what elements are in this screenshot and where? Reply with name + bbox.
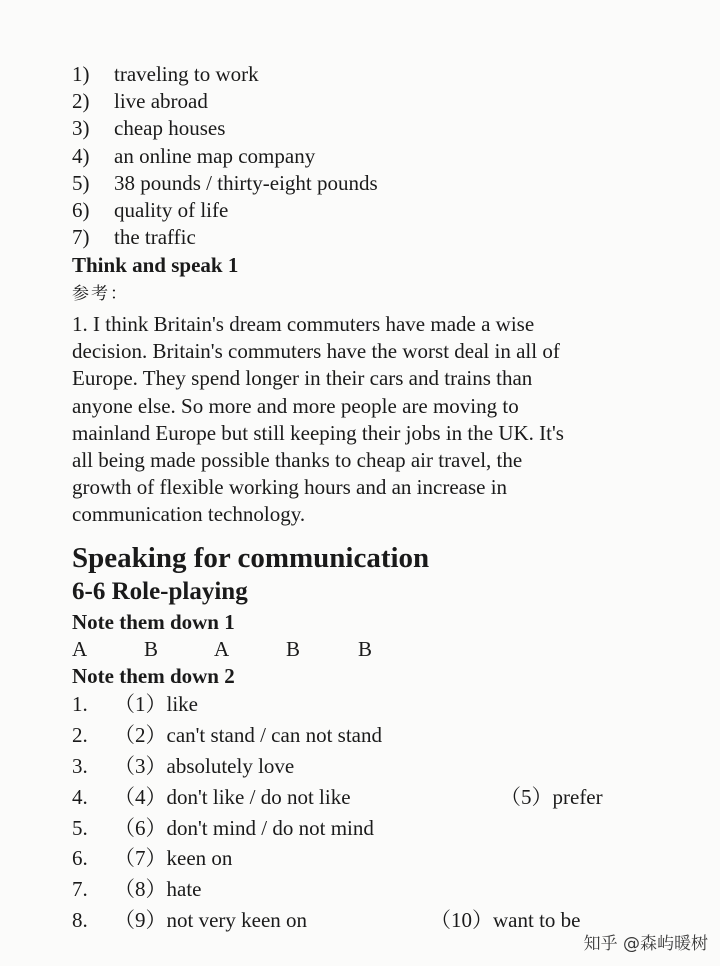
list-number: 5. — [72, 816, 88, 840]
list-number: 5) — [72, 171, 90, 195]
paragraph-line: anyone else. So more and more people are moving to — [72, 393, 519, 418]
list-number: 6. — [72, 846, 88, 870]
section-subtitle: 6-6 Role-playing — [72, 578, 248, 605]
watermark: 知乎 @森屿暖树 — [583, 934, 708, 954]
list-number: 2) — [72, 89, 90, 113]
list-number: 4) — [72, 144, 90, 168]
paragraph-line: communication technology. — [72, 502, 306, 527]
list-number: 3) — [72, 116, 90, 140]
list-number: 6) — [72, 198, 90, 222]
paragraph-line: Europe. They spend longer in their cars and trains than — [72, 366, 533, 391]
list-text: quality of life — [114, 198, 229, 222]
list-text: （7）keen on — [114, 846, 233, 870]
list-number: 2. — [72, 723, 88, 747]
list-text: （9）not very keen on — [114, 908, 308, 932]
list-number: 1. — [72, 692, 88, 716]
page-title: Speaking for communication — [72, 542, 430, 574]
list-text: （4）don't like / do not like — [114, 785, 351, 809]
answer-row — [72, 636, 472, 663]
answer-letter: A — [72, 637, 88, 661]
list-text: （6）don't mind / do not mind — [114, 816, 374, 840]
list-text: cheap houses — [114, 116, 226, 140]
list-extra: （5）prefer — [500, 785, 603, 809]
paragraph-line: 1. I think Britain's dream commuters have made a wise — [72, 312, 535, 336]
paragraph-line: mainland Europe but still keeping their jobs in the UK. It's — [72, 420, 564, 445]
list-text: live abroad — [114, 89, 208, 113]
list-number: 7. — [72, 877, 88, 901]
answer-letter: B — [358, 637, 373, 661]
list-text: （2）can't stand / can not stand — [114, 723, 382, 747]
section-heading: Note them down 1 — [72, 610, 235, 634]
paragraph-line: all being made possible thanks to cheap air travel, the — [72, 448, 523, 473]
reference-paragraph — [72, 311, 642, 529]
reference-label: 参考： — [72, 284, 129, 304]
list-number: 8. — [72, 908, 88, 932]
list-number: 7) — [72, 225, 90, 249]
list-text: 38 pounds / thirty-eight pounds — [114, 171, 378, 195]
list-text: （3）absolutely love — [114, 754, 295, 778]
list-number: 4. — [72, 785, 88, 809]
list-text: an online map company — [114, 144, 316, 168]
list-text: the traffic — [114, 225, 196, 249]
list-number: 3. — [72, 754, 88, 778]
list-text: （1）like — [114, 692, 198, 716]
list-number: 1) — [72, 62, 90, 86]
section-heading: Think and speak 1 — [72, 253, 239, 277]
paragraph-line: growth of flexible working hours and an increase in — [72, 475, 508, 500]
answer-letter: A — [214, 637, 230, 661]
paragraph-line: decision. Britain's commuters have the worst deal in all of — [72, 339, 560, 364]
section-heading: Note them down 2 — [72, 664, 235, 688]
answer-letter: B — [286, 637, 301, 661]
list-extra: （10）want to be — [430, 908, 581, 932]
list-text: （8）hate — [114, 877, 202, 901]
list-text: traveling to work — [114, 62, 259, 86]
answer-letter: B — [144, 637, 159, 661]
